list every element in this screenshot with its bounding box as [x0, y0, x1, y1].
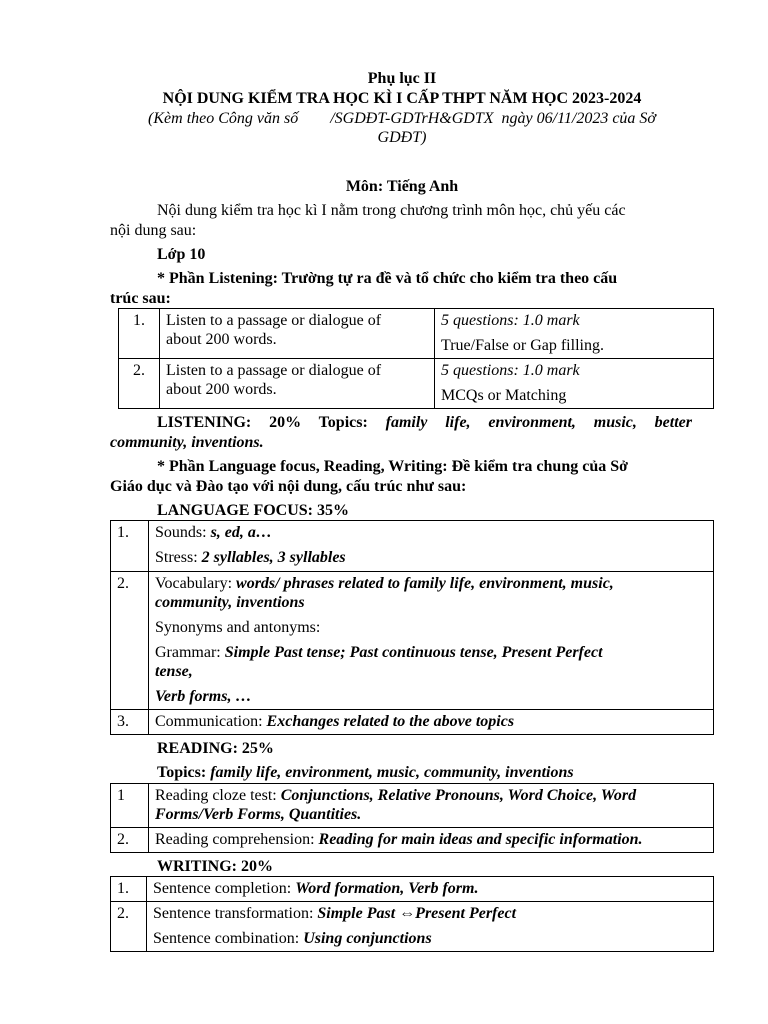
content-cell: [147, 877, 714, 902]
content-cell: [147, 902, 714, 952]
content-cell: [149, 784, 714, 828]
appendix-label: Phụ lục II: [367, 70, 437, 87]
content-cell: [149, 521, 714, 572]
listening-table: [118, 308, 714, 409]
task-text: about 200 words.: [166, 381, 277, 398]
table-row: [111, 784, 714, 828]
communication-label: Communication:: [155, 713, 267, 730]
task-text: about 200 words.: [166, 331, 277, 348]
reading-title: READING: 25%: [157, 740, 274, 757]
marks-cell: [435, 309, 714, 359]
vocabulary-label: Vocabulary:: [155, 575, 237, 592]
row-number: 2.: [111, 572, 149, 710]
listening-topics: family life, environment, music, better: [385, 414, 693, 431]
row-number: 2.: [111, 828, 149, 853]
table-row: [111, 710, 714, 735]
table-row: [111, 828, 714, 853]
content-cell: [149, 572, 714, 710]
vocabulary-value: words/ phrases related to family life, environment, music,: [236, 575, 614, 592]
sounds-value: s, ed, a…: [210, 524, 272, 541]
communication-value: Exchanges related to the above topics: [266, 713, 515, 730]
content-cell: [149, 710, 714, 735]
format-text: True/False or Gap filling.: [441, 337, 604, 354]
reading-table: [110, 783, 714, 853]
intro-text: Nội dung kiểm tra học kì I nằm trong chương trình môn học, chủ yếu các: [157, 202, 626, 219]
comprehension-label: Reading comprehension:: [155, 831, 319, 848]
row-number: 2.: [111, 902, 147, 952]
language-focus-title: LANGUAGE FOCUS: 35%: [157, 502, 350, 519]
grammar-value: Simple Past tense; Past continuous tense, Present Perfect: [224, 644, 603, 661]
cloze-value-cont: Forms/Verb Forms, Quantities.: [155, 806, 362, 823]
listening-summary: [157, 413, 692, 432]
row-number: 1.: [111, 877, 147, 902]
format-text: MCQs or Matching: [441, 387, 567, 404]
grammar-label: Grammar:: [155, 644, 225, 661]
table-row: [111, 877, 714, 902]
double-arrow-icon: ⇔: [399, 905, 416, 922]
writing-title: WRITING: 20%: [157, 858, 274, 875]
writing-table: [110, 876, 714, 952]
table-row: [119, 359, 714, 409]
transformation-value: Simple Past: [317, 905, 400, 922]
verb-forms-value: Verb forms, …: [155, 688, 252, 705]
table-row: [111, 572, 714, 710]
intro-text-cont: nội dung sau:: [110, 222, 197, 239]
row-number: 1: [111, 784, 149, 828]
document-subtitle: (Kèm theo Công văn số /SGDĐT-GDTrH&GDTX ngày 06/11/2023 của Sở: [148, 110, 656, 127]
cloze-value: Conjunctions, Relative Pronouns, Word Choice, Word: [280, 787, 637, 804]
listening-topics-cont: community, inventions.: [110, 434, 264, 451]
task-text: Listen to a passage or dialogue of: [166, 362, 382, 379]
completion-value: Word formation, Verb form.: [295, 880, 479, 897]
synonyms-label: Synonyms and antonyms:: [155, 619, 321, 636]
row-number: 2.: [119, 359, 160, 409]
language-heading-cont: Giáo dục và Đào tạo với nội dung, cấu trúc như sau:: [110, 478, 467, 495]
listening-heading-cont: trúc sau:: [110, 290, 171, 307]
completion-label: Sentence completion:: [153, 880, 296, 897]
listening-heading: * Phần Listening: Trường tự ra đề và tổ chức cho kiểm tra theo cấu: [157, 270, 618, 287]
sounds-label: Sounds:: [155, 524, 211, 541]
marks-text: 5 questions: 1.0 mark: [441, 362, 580, 379]
stress-label: Stress:: [155, 549, 202, 566]
language-focus-table: [110, 520, 714, 735]
content-cell: [149, 828, 714, 853]
reading-topics-label: Topics:: [157, 764, 211, 781]
task-cell: [160, 309, 435, 359]
document-subtitle-cont: GDĐT): [377, 129, 427, 146]
row-number: 1.: [119, 309, 160, 359]
stress-value: 2 syllables, 3 syllables: [201, 549, 346, 566]
grammar-value-cont: tense,: [155, 663, 193, 680]
subject-title: Môn: Tiếng Anh: [345, 178, 459, 195]
table-row: [119, 309, 714, 359]
row-number: 1.: [111, 521, 149, 572]
combination-label: Sentence combination:: [153, 930, 304, 947]
table-row: [111, 902, 714, 952]
table-row: [111, 521, 714, 572]
marks-text: 5 questions: 1.0 mark: [441, 312, 580, 329]
transformation-value-cont: Present Perfect: [415, 905, 517, 922]
marks-cell: [435, 359, 714, 409]
listening-summary-label: LISTENING: 20% Topics:: [157, 414, 368, 431]
grade-heading: Lớp 10: [157, 246, 206, 263]
row-number: 3.: [111, 710, 149, 735]
combination-value: Using conjunctions: [303, 930, 432, 947]
reading-topics: [157, 763, 574, 782]
task-text: Listen to a passage or dialogue of: [166, 312, 382, 329]
document-title: NỘI DUNG KIỂM TRA HỌC KÌ I CẤP THPT NĂM HỌC 2023-2024: [162, 90, 642, 107]
language-heading: * Phần Language focus, Reading, Writing: Đề kiểm tra chung của Sở: [157, 458, 628, 475]
comprehension-value: Reading for main ideas and specific information.: [318, 831, 643, 848]
task-cell: [160, 359, 435, 409]
transformation-label: Sentence transformation:: [153, 905, 318, 922]
reading-topics-value: family life, environment, music, community, inventions: [210, 764, 574, 781]
cloze-label: Reading cloze test:: [155, 787, 281, 804]
vocabulary-value-cont: community, inventions: [155, 594, 305, 611]
